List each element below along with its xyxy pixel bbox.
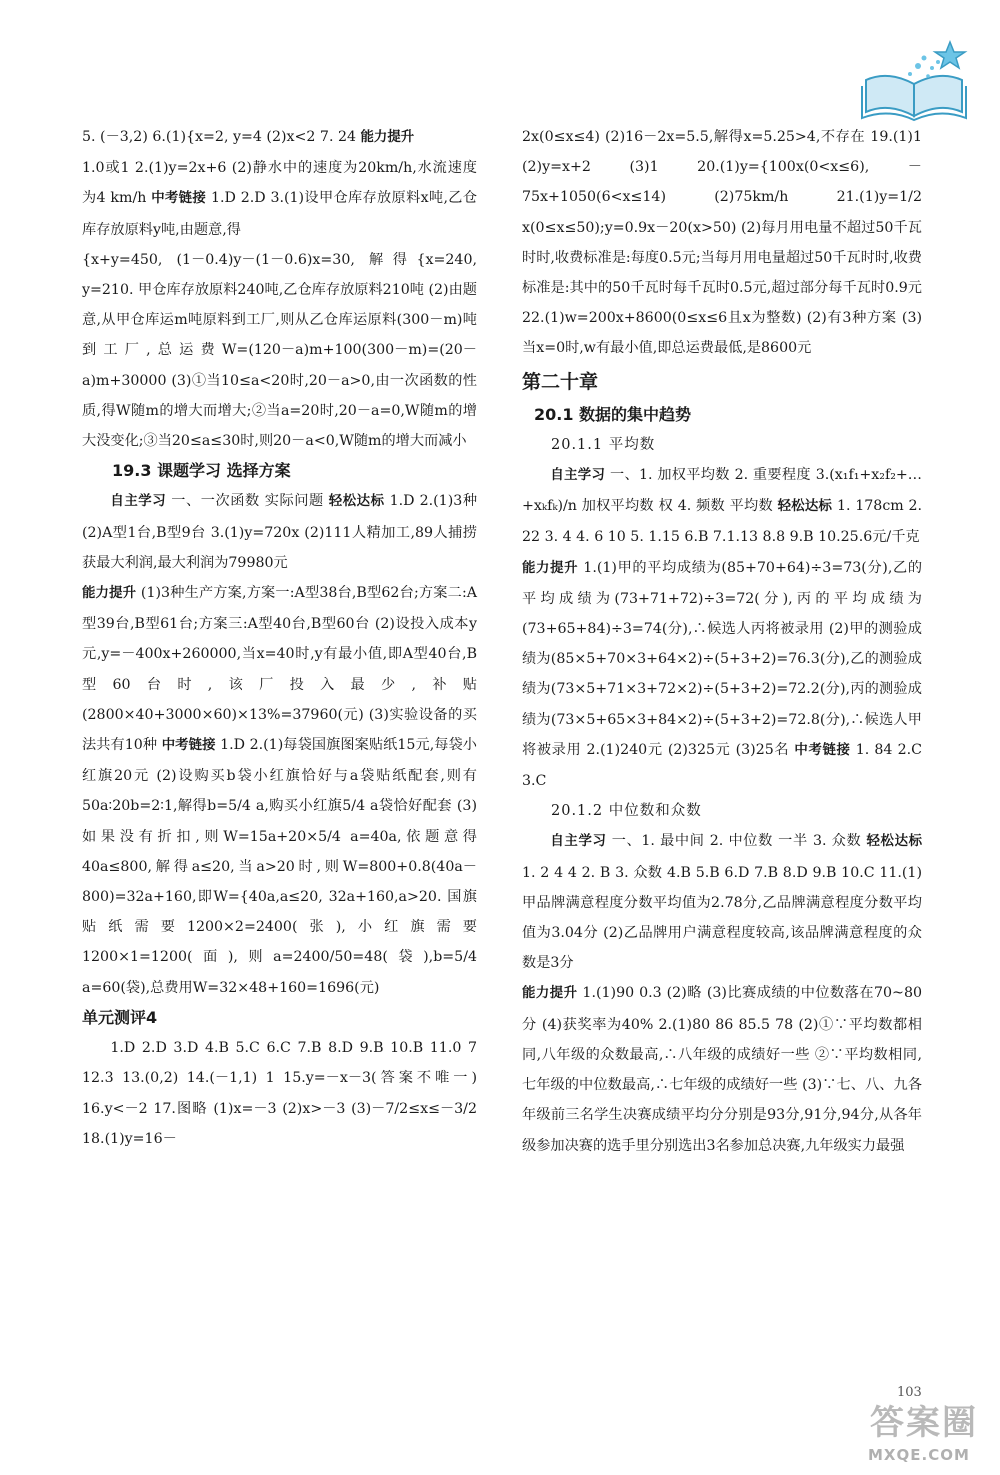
answer-para-11: 能力提升 1.(1)90 0.3 (2)略 (3)比赛成绩的中位数落在70~80分 (4)获奖率为40% 2.(1)80 86 85.5 78 (2)①∵平均数都相同,八年级的众数最高,∴八年级的成绩好一些 ②∵平均数相同,七年级的中位数最高,∴七年级的成绩好一些 (3)∵七、八、九各年级前三名学生决赛成绩平均分分别是93分,91分,94分,从各年级参加决赛的选手里分别选出3名参加总决赛,九年级实力最强 [522, 985, 922, 1154]
section-heading-19-3: 19.3 课题学习 选择方案 [112, 461, 291, 481]
left-column [82, 122, 477, 1154]
answer-para-7: 2x(0≤x≤4) (2)16－2x=5.5,解得x=5.25>4,不存在 19.(1)1 (2)y=x+2 (3)1 20.(1)y={100x(0<x≤6), －75x+1050(6<x≤14) (2)75km/h 21.(1)y=1/2 x(0≤x≤50);y=0.9x－20(x>50) (2)每月用电量不超过50千瓦时时,收费标准是:每度0.5元;当每月用电量超过50千瓦时时,收费标准是:其中的50千瓦时每千瓦时0.5元,超过部分每千瓦时0.9元 22.(1)w=200x+8600(0≤x≤6且x为整数) (2)有3种方案 (3)当x=0时,w有最小值,即总运费最低,是8600元 [522, 129, 922, 357]
section-heading-20-1: 20.1 数据的集中趋势 [534, 404, 692, 424]
watermark-url: MXQE.COM [868, 1446, 970, 1464]
watermark-logo: 答案圈 [870, 1403, 978, 1443]
answer-para-2: 1.0或1 2.(1)y=2x+6 (2)静水中的速度为20km/h,水流速度为4 km/h 中考链接 1.D 2.D 3.(1)设甲仓库存放原料x吨,乙仓库存放原料y吨,由题意,得 [82, 160, 478, 238]
answer-para-5: 能力提升 (1)3种生产方案,方案一:A型38台,B型62台;方案二:A型39台,B型61台;方案三:A型40台,B型60台 (2)设投入成本y元,y=－400x+260000,当x=40时,y有最小值,即A型40台,B型60台时,该厂投入最少,补贴(2800×40+3000×60)×13%=37960(元) (3)实验设备的买法共有10种 中考链接 1.D 2.(1)每袋国旗图案贴纸15元,每袋小红旗20元 (2)设购买b袋小红旗恰好与a袋贴纸配套,则有50a∶20b=2∶1,解得b=5/4 a,购买小红旗5/4 a袋恰好配套 (3)如果没有折扣,则W=15a+20×5/4 a=40a,依题意得40a≤800,解得a≤20,当a>20时,则W=800+0.8(40a－800)=32a+160,即W={40a,a≤20, 32a+160,a>20. 国旗贴纸需要1200×2=2400(张),小红旗需要1200×1=1200(面),则a=2400/50=48(袋),b=5/4 a=60(袋),总费用W=32×48+160=1696(元) [82, 585, 477, 996]
answer-para-10: 自主学习 一、1. 最中间 2. 中位数 一半 3. 众数 轻松达标 1. 2 4 4 2. B 3. 众数 4.B 5.B 6.D 7.B 8.D 9.B 10.C 11.(1)甲品牌满意程度分数平均值为2.78分,乙品牌满意程度分数平均值为3.04分 (2)乙品牌用户满意程度较高,该品牌满意程度的众数是3分 [522, 833, 923, 972]
answer-para-6: 1.D 2.D 3.D 4.B 5.C 6.C 7.B 8.D 9.B 10.B 11.0 7 12.3 13.(0,2) 14.(－1,1) 1 15.y=－x－3(答案不唯一) 16.y<－2 17.图略 (1)x=－3 (2)x>－3 (3)－7/2≤x≤－3/2 18.(1)y=16－ [82, 1040, 477, 1147]
answer-para-1: 5. (－3,2) 6.(1){x=2, y=4 (2)x<2 7. 24 能力提升 [82, 129, 415, 145]
open-book-stars-logo [858, 40, 970, 122]
subsection-heading-20-1-1: 20.1.1 平均数 [551, 436, 656, 453]
subsection-heading-20-1-2: 20.1.2 中位数和众数 [551, 803, 702, 820]
answer-para-8: 自主学习 一、1. 加权平均数 2. 重要程度 3.(x₁f₁+x₂f₂+…+xₖfₖ)/n 加权平均数 权 4. 频数 平均数 轻松达标 1. 178cm 2. 22 3. 4 4. 6 10 5. 1.15 6.B 7.1.13 8.8 9.B 10.25.6元/千克 [522, 467, 923, 546]
answer-para-3: {x+y=450, (1－0.4)y－(1－0.6)x=30, 解得{x=240, y=210. 甲仓库存放原料240吨,乙仓库存放原料210吨 (2)由题意,从甲仓库运m吨原料到工厂,则从乙仓库运原料(300－m)吨到工厂,总运费W=(120－a)m+100(300－m)=(20－a)m+30000 (3)①当10≤a<20时,20－a>0,由一次函数的性质,得W随m的增大而增大;②当a=20时,20－a=0,W随m的增大没变化;③当20≤a≤30时,则20－a<0,W随m的增大而减小 [82, 251, 477, 450]
right-column [522, 122, 922, 1161]
section-heading-unit-test-4: 单元测评4 [82, 1007, 158, 1027]
page-number: 103 [897, 1385, 922, 1400]
answer-para-4: 自主学习 一、一次函数 实际问题 轻松达标 1.D 2.(1)3种 (2)A型1台,B型9台 3.(1)y=720x (2)111人精加工,89人捕捞获最大利润,最大利润为79980元 [82, 493, 478, 571]
answer-para-9: 能力提升 1.(1)甲的平均成绩为(85+70+64)÷3=73(分),乙的平均成绩为(73+71+72)÷3=72(分),丙的平均成绩为(73+65+84)÷3=74(分),∴候选人丙将被录用 (2)甲的测验成绩为(85×5+70×3+64×2)÷(5+3+2)=76.3(分),乙的测验成绩为(73×5+71×3+72×2)÷(5+3+2)=72.2(分),丙的测验成绩为(73×5+65×3+84×2)÷(5+3+2)=72.8(分),∴候选人甲将被录用 2.(1)240元 (2)325元 (3)25名 中考链接 1. 84 2.C 3.C [522, 559, 923, 790]
chapter-heading: 第二十章 [522, 370, 599, 393]
